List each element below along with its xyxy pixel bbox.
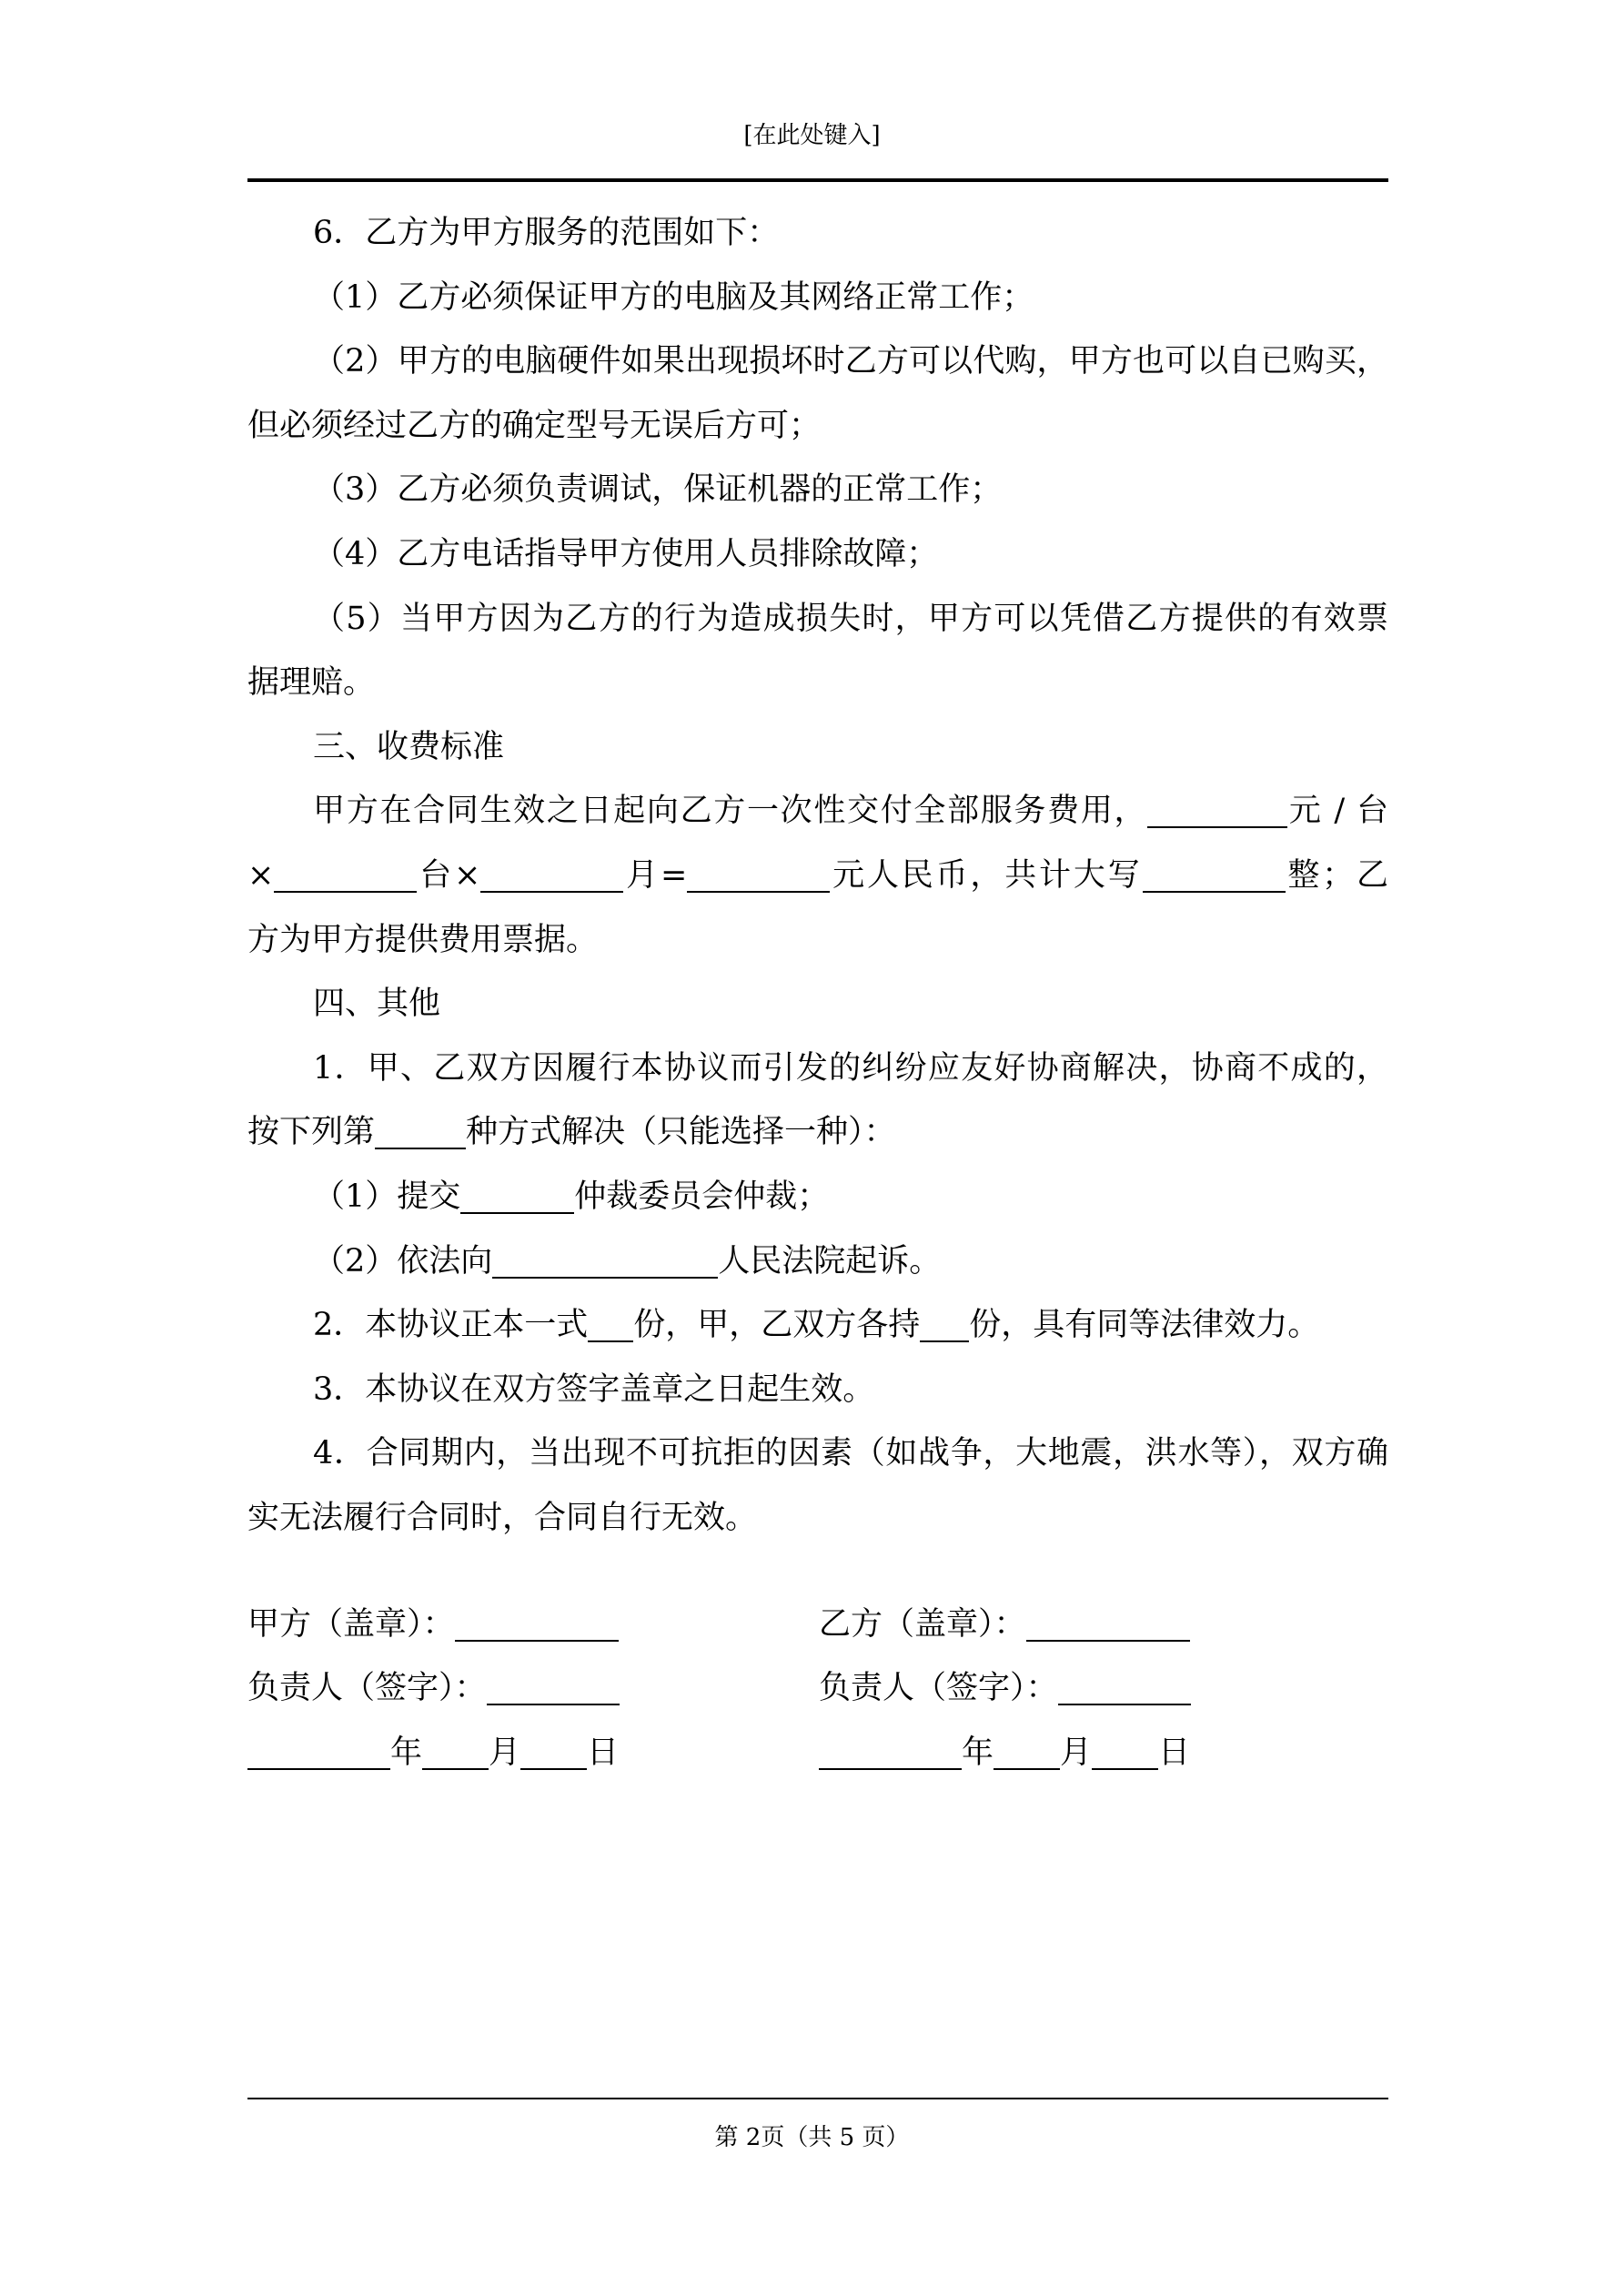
day-blank[interactable]: [1092, 1725, 1158, 1770]
text-line: [247, 844, 1388, 908]
text-line: （2）甲方的电脑硬件如果出现损坏时乙方可以代购，甲方也可以自已购买，: [313, 343, 1388, 380]
text-line: [247, 1293, 1388, 1358]
fill-blank-copies-each[interactable]: [920, 1297, 969, 1342]
fill-blank-method[interactable]: [375, 1104, 466, 1149]
label: 年: [390, 1735, 423, 1771]
text-line: [247, 1165, 1388, 1229]
page-header: [在此处键入]: [743, 122, 881, 149]
label: 年: [962, 1735, 994, 1771]
month-blank[interactable]: [994, 1725, 1060, 1770]
text-line: 3．本协议在双方签字盖章之日起生效。: [313, 1371, 875, 1408]
text: 甲方在合同生效之日起向乙方一次性交付全部服务费用，: [313, 793, 1148, 830]
page-number: 第 2页（共 5 页）: [714, 2124, 910, 2151]
fill-blank-arbitration[interactable]: [460, 1168, 574, 1214]
text: 元 / 台: [1287, 793, 1388, 830]
text: 元人民币，共计大写: [830, 856, 1143, 894]
text-line: （3）乙方必须负责调试，保证机器的正常工作；: [313, 471, 1003, 509]
fill-blank-copies[interactable]: [588, 1297, 633, 1342]
text-line: 但必须经过乙方的确定型号无误后方可；: [247, 407, 822, 444]
year-blank[interactable]: [819, 1725, 962, 1770]
section-heading: 三、收费标准: [313, 728, 505, 765]
text-line: 6．乙方为甲方服务的范围如下：: [313, 215, 780, 251]
text-line: 据理赔。: [247, 664, 376, 702]
label: 日: [587, 1735, 620, 1771]
text-line: 4．合同期内，当出现不可抗拒的因素（如战争，大地震，洪水等），双方确: [313, 1435, 1388, 1472]
text-line: 方为甲方提供费用票据。: [247, 921, 599, 958]
fill-blank-unit-price[interactable]: [1147, 783, 1287, 828]
label: 负责人（签字）：: [247, 1670, 487, 1706]
text-line: 1．甲、乙双方因履行本协议而引发的纠纷应友好协商解决，协商不成的，: [313, 1049, 1388, 1087]
month-blank[interactable]: [422, 1725, 489, 1770]
text-line: [247, 779, 1388, 844]
section-heading: 四、其他: [313, 986, 441, 1023]
party-a-signer: [247, 1656, 620, 1721]
text: 按下列第: [247, 1114, 376, 1151]
party-a-seal: [247, 1593, 619, 1657]
text-line: [247, 1100, 1388, 1165]
text-line: [247, 1229, 1388, 1294]
party-b-seal-blank[interactable]: [1026, 1596, 1190, 1642]
text: 仲裁委员会仲裁；: [574, 1178, 830, 1215]
text: 份，甲，乙双方各持: [633, 1307, 921, 1344]
text: 种方式解决（只能选择一种）：: [466, 1114, 896, 1151]
label: 甲方（盖章）：: [247, 1606, 455, 1643]
party-b-date: [819, 1721, 1190, 1785]
label: 日: [1158, 1735, 1191, 1771]
fill-blank-quantity[interactable]: [274, 847, 417, 893]
text: 份，具有同等法律效力。: [969, 1307, 1320, 1344]
text-line: （4）乙方电话指导甲方使用人员排除故障；: [313, 535, 939, 572]
text: 月=: [623, 856, 688, 894]
label: 月: [1060, 1735, 1093, 1771]
year-blank[interactable]: [247, 1725, 390, 1770]
text-line: （5）当甲方因为乙方的行为造成损失时，甲方可以凭借乙方提供的有效票: [313, 600, 1388, 637]
party-b-seal: [819, 1593, 1190, 1657]
party-a-date: [247, 1721, 619, 1785]
text: 2．本协议正本一式: [313, 1307, 589, 1344]
label: 负责人（签字）：: [819, 1670, 1058, 1706]
text: 整；乙: [1285, 856, 1388, 894]
fill-blank-months[interactable]: [480, 847, 623, 893]
text: 人民法院起诉。: [718, 1242, 942, 1279]
fill-blank-total[interactable]: [687, 847, 830, 893]
party-a-seal-blank[interactable]: [455, 1596, 619, 1642]
document-body: [247, 201, 1388, 1550]
label: 乙方（盖章）：: [819, 1606, 1026, 1643]
party-b-signer-blank[interactable]: [1058, 1660, 1191, 1705]
fill-blank-total-uppercase[interactable]: [1143, 847, 1286, 893]
party-b-signer: [819, 1656, 1191, 1721]
text-line: 实无法履行合同时，合同自行无效。: [247, 1499, 758, 1536]
text: 台×: [417, 856, 481, 894]
footer-rule: [247, 2098, 1388, 2099]
party-a-signer-blank[interactable]: [487, 1660, 620, 1705]
fill-blank-court[interactable]: [492, 1233, 718, 1279]
text: （1）提交: [313, 1178, 461, 1215]
label: 月: [489, 1735, 521, 1771]
text: （2）依法向: [313, 1242, 493, 1279]
text: ×: [247, 856, 275, 894]
day-blank[interactable]: [520, 1725, 587, 1770]
header-rule: [247, 178, 1388, 182]
text-line: （1）乙方必须保证甲方的电脑及其网络正常工作；: [313, 278, 1034, 316]
